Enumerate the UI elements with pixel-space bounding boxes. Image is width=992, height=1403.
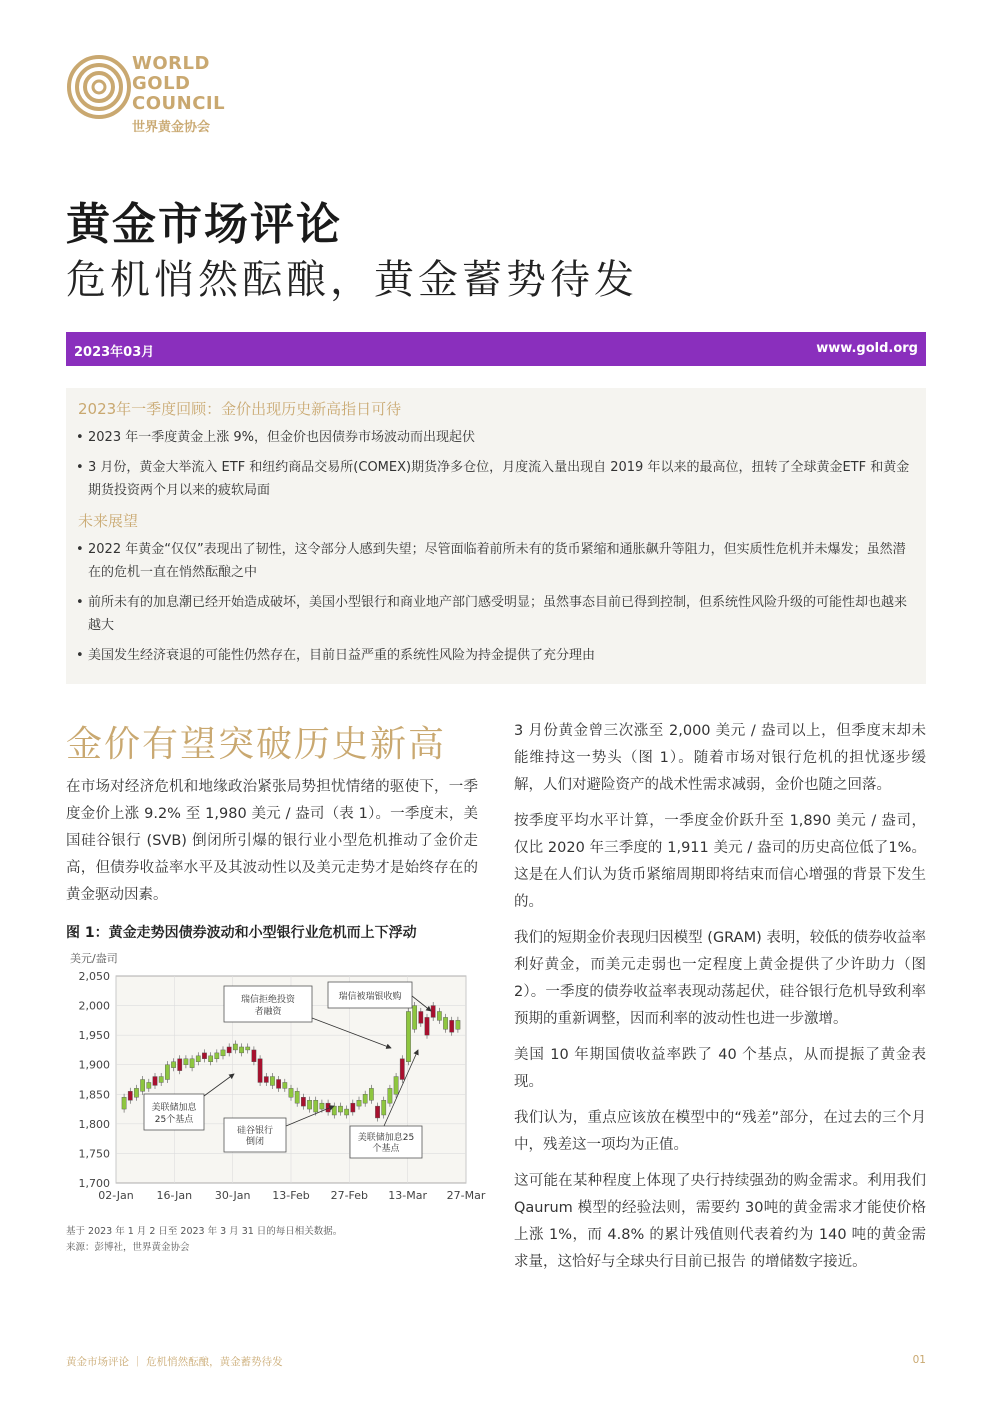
candle-body bbox=[159, 1077, 163, 1083]
candle-body bbox=[443, 1017, 447, 1029]
candle-body bbox=[215, 1053, 219, 1059]
candle-body bbox=[147, 1082, 151, 1088]
list-item: • 3 月份，黄金大举流入 ETF 和纽约商品交易所(COMEX)期货净多仓位，月度流入量出现自 2019 年以来的最高位，扭转了全球黄金ETF 和黄金期货投资两个月以来的疲软局面 bbox=[76, 456, 912, 502]
paragraph: 我们的短期金价表现归因模型 (GRAM) 表明，较低的债券收益率利好黄金，而美元走弱也一定程度上黄金提供了少许助力（图 2）。一季度的债券收益率表现动荡起伏，硅谷银行危机导致利率预期的重新调整，因而利率的波动性也进一步激增。 bbox=[514, 930, 926, 1027]
logo-line-2: GOLD bbox=[132, 73, 191, 94]
y-tick-label: 1,850 bbox=[78, 1088, 110, 1102]
candle-body bbox=[283, 1082, 287, 1088]
y-tick-label: 1,900 bbox=[78, 1058, 110, 1072]
annotation-text: 瑞信被瑞银收购 bbox=[338, 992, 402, 1002]
left-paragraph: 在市场对经济危机和地缘政治紧张局势担忧情绪的驱使下，一季度金价上涨 9.2% 至 1,980 美元 / 盎司（表 1）。一季度末，美国硅谷银行 (SVB) 倒闭所引爆的银行业小型危机推动了金价走高，但债券收益率水平及其波动性以及美元走势才是始终存在的黄金驱动因素。 bbox=[66, 779, 478, 903]
summary-heading-review: 2023年一季度回顾：金价出现历史新高指日可待 bbox=[78, 400, 402, 418]
candle-body bbox=[258, 1059, 262, 1083]
candle-body bbox=[363, 1094, 367, 1103]
logo-cn: 世界黄金协会 bbox=[132, 120, 211, 135]
figure-title: 图 1：黄金走势因债券波动和小型银行业危机而上下浮动 bbox=[66, 925, 417, 941]
candle-body bbox=[190, 1059, 194, 1068]
annotation-text: 倒闭 bbox=[245, 1137, 265, 1147]
x-tick-label: 16-Jan bbox=[156, 1189, 193, 1202]
y-tick-label: 1,700 bbox=[78, 1177, 110, 1190]
figure-source: 来源：彭博社，世界黄金协会 bbox=[66, 1242, 190, 1253]
candle-body bbox=[351, 1103, 355, 1112]
candle-body bbox=[122, 1097, 126, 1109]
candle-body bbox=[388, 1088, 392, 1103]
candle-body bbox=[202, 1053, 206, 1059]
annotation-text: 25个基点 bbox=[154, 1115, 194, 1125]
candle-body bbox=[394, 1077, 398, 1095]
candle-body bbox=[357, 1100, 361, 1106]
candle-body bbox=[332, 1106, 336, 1115]
annotation-text: 美联储加息 bbox=[151, 1103, 197, 1113]
logo-line-3: COUNCIL bbox=[132, 93, 226, 114]
candle-body bbox=[239, 1047, 243, 1053]
candle-body bbox=[307, 1100, 311, 1109]
list-item: • 2022 年黄金“仅仅”表现出了韧性，这令部分人感到失望；尽管面临着前所未有的货币紧缩和通胀飙升等阻力，但实质性危机并未爆发；虽然潜在的危机一直在悄然酝酿之中 bbox=[76, 538, 912, 584]
candle-body bbox=[171, 1062, 175, 1068]
gold-price-chart bbox=[66, 966, 486, 1216]
logo-wordmark bbox=[132, 54, 225, 114]
logo-line-1: WORLD bbox=[132, 53, 210, 74]
section-heading: 金价有望突破历史新高 bbox=[66, 724, 447, 765]
candle-body bbox=[382, 1100, 386, 1115]
paragraph: 我们认为，重点应该放在模型中的“残差”部分，在过去的三个月中，残差这一项均为正值。 bbox=[514, 1110, 926, 1153]
annotation-text: 瑞信拒绝投资 bbox=[240, 995, 296, 1005]
candle-body bbox=[233, 1044, 237, 1050]
candle-body bbox=[246, 1047, 250, 1050]
annotation-text: 硅谷银行 bbox=[236, 1126, 274, 1136]
candle-body bbox=[295, 1091, 299, 1103]
annotation-text: 个基点 bbox=[372, 1144, 400, 1154]
candle-body bbox=[128, 1091, 132, 1100]
paragraph: 这可能在某种程度上体现了央行持续强劲的购金需求。利用我们 Qaurum 模型的经验法则，需要约 30吨的黄金需求才能使价格上涨 1%，而 4.8% 的累计残值则代表着约为 140 吨的黄金需求量，这恰好与全球央行目前已报告 的增储数字接近。 bbox=[514, 1173, 926, 1270]
outlook-list bbox=[76, 538, 912, 674]
candle-body bbox=[178, 1059, 182, 1071]
x-tick-label: 13-Feb bbox=[272, 1189, 310, 1202]
candle-body bbox=[338, 1106, 342, 1112]
y-tick-label: 2,000 bbox=[78, 999, 110, 1013]
list-item: • 美国发生经济衰退的可能性仍然存在，目前日益严重的系统性风险为持金提供了充分理由 bbox=[76, 644, 912, 667]
candle-body bbox=[208, 1056, 212, 1062]
candle-body bbox=[196, 1056, 200, 1062]
candle-body bbox=[134, 1088, 138, 1097]
candle-body bbox=[456, 1020, 460, 1029]
candle-body bbox=[184, 1059, 188, 1065]
x-tick-label: 13-Mar bbox=[388, 1189, 428, 1202]
candle-body bbox=[412, 1006, 416, 1030]
candle-body bbox=[165, 1065, 169, 1080]
figure-notes bbox=[66, 1224, 342, 1256]
candle-body bbox=[369, 1088, 373, 1100]
website-link[interactable]: www.gold.org bbox=[816, 341, 918, 356]
candle-body bbox=[344, 1109, 348, 1115]
candle-body bbox=[221, 1050, 225, 1056]
page-title: 黄金市场评论 bbox=[66, 199, 342, 250]
candle-body bbox=[276, 1080, 280, 1089]
footer-text: 黄金市场评论 ｜ 危机悄然酝酿，黄金蓄势待发 bbox=[66, 1356, 283, 1368]
candle-body bbox=[431, 1006, 435, 1018]
summary-box bbox=[66, 388, 926, 684]
candle-body bbox=[450, 1020, 454, 1032]
x-tick-label: 27-Feb bbox=[330, 1189, 369, 1202]
x-tick-label: 30-Jan bbox=[214, 1189, 251, 1202]
list-item: • 前所未有的加息潮已经开始造成破坏，美国小型银行和商业地产部门感受明显；虽然事态目前已得到控制，但系统性风险升级的可能性却也越来越大 bbox=[76, 591, 912, 637]
y-tick-label: 1,950 bbox=[78, 1029, 110, 1043]
candle-body bbox=[153, 1077, 157, 1086]
annotation-text: 者融资 bbox=[254, 1007, 282, 1017]
list-item: • 2023 年一季度黄金上涨 9%，但金价也因债券市场波动而出现起伏 bbox=[76, 426, 912, 449]
candle-body bbox=[425, 1017, 429, 1035]
candle-body bbox=[252, 1050, 256, 1062]
summary-heading-outlook: 未来展望 bbox=[78, 512, 139, 530]
x-tick-label: 02-Jan bbox=[98, 1189, 134, 1202]
candle-body bbox=[264, 1077, 268, 1083]
figure-unit: 美元/盎司 bbox=[70, 952, 118, 965]
candle-body bbox=[301, 1097, 305, 1106]
candle-body bbox=[140, 1080, 144, 1092]
candle-body bbox=[314, 1100, 318, 1112]
page-number: 01 bbox=[912, 1354, 926, 1366]
y-tick-label: 1,800 bbox=[78, 1117, 110, 1131]
paragraph: 3 月份黄金曾三次涨至 2,000 美元 / 盎司以上，但季度末却未能维持这一势头（图 1）。随着市场对银行危机的担忧逐步缓解，人们对避险资产的战术性需求减弱，金价也随之回落。 bbox=[514, 723, 926, 793]
candle-body bbox=[289, 1088, 293, 1097]
candle-body bbox=[270, 1077, 274, 1086]
paragraph: 按季度平均水平计算，一季度金价跃升至 1,890 美元 / 盎司，仅比 2020 年三季度的 1,911 美元 / 盎司的历史高位低了1%。这是在人们认为货币紧缩周期即将结束而信心增强的背景下发生的。 bbox=[514, 813, 926, 910]
review-list bbox=[76, 426, 912, 509]
paragraph: 美国 10 年期国债收益率跌了 40 个基点，从而提振了黄金表现。 bbox=[514, 1047, 926, 1090]
candle-body bbox=[419, 1011, 423, 1023]
figure-note: 基于 2023 年 1 月 2 日至 2023 年 3 月 31 日的每日相关数据。 bbox=[66, 1226, 343, 1237]
candle-body bbox=[437, 1011, 441, 1020]
page-subtitle: 危机悄然酝酿，黄金蓄势待发 bbox=[66, 257, 638, 303]
y-tick-label: 2,050 bbox=[78, 970, 110, 983]
candle-body bbox=[400, 1059, 404, 1080]
annotation-text: 美联储加息25 bbox=[357, 1133, 415, 1143]
candle-body bbox=[375, 1106, 379, 1118]
report-date: 2023年03月 bbox=[74, 345, 155, 360]
x-tick-label: 27-Mar bbox=[446, 1189, 486, 1202]
date-band bbox=[66, 332, 926, 366]
candle-body bbox=[227, 1047, 231, 1053]
candle-body bbox=[406, 1011, 410, 1061]
right-column bbox=[514, 718, 926, 1285]
y-tick-label: 1,750 bbox=[78, 1147, 110, 1161]
candle-body bbox=[320, 1103, 324, 1109]
